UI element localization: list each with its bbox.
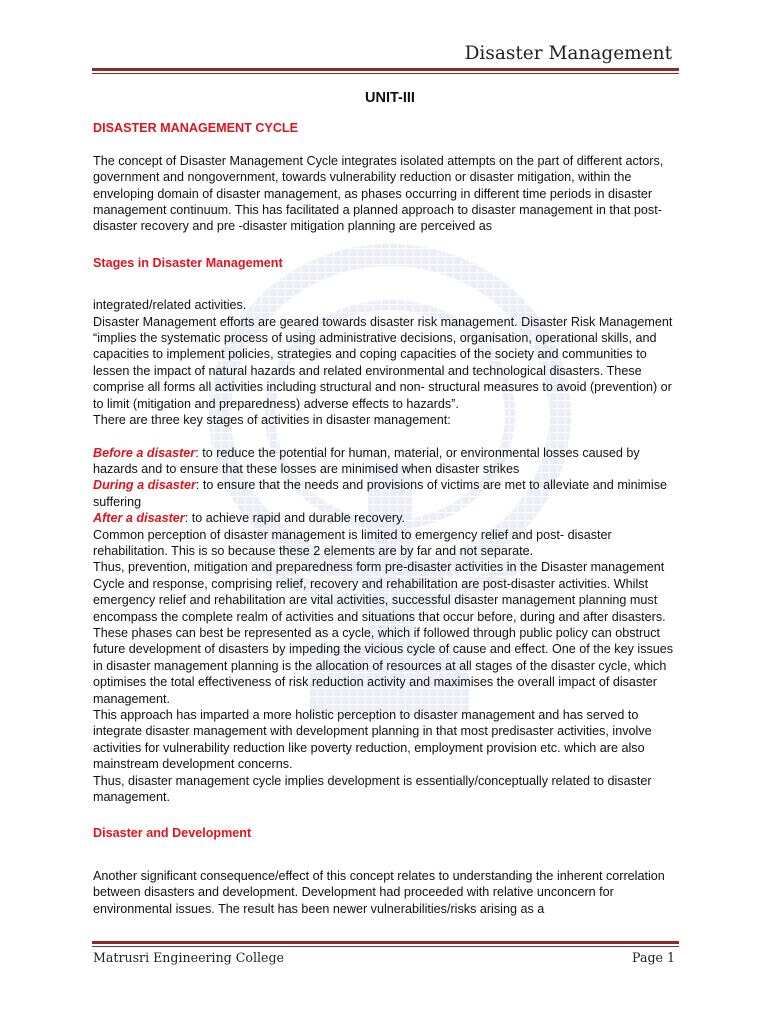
stages-line: integrated/related activities. <box>93 298 247 313</box>
section-heading-cycle: DISASTER MANAGEMENT CYCLE <box>93 121 299 136</box>
stage-during <box>93 477 683 510</box>
stage-before <box>93 445 683 478</box>
development-paragraph: Another significant consequence/effect of this concept relates to understanding the inherent correlation between disasters and development. Development had proceeded with relative unconcern for environmental issues. The result has been newer vulnerabilities/risks arising as a <box>93 868 665 916</box>
page-number: Page 1 <box>632 950 675 965</box>
running-header-title: Disaster Management <box>464 43 672 64</box>
stage-label: During a disaster <box>93 478 196 493</box>
stage-after <box>93 510 683 526</box>
section-heading-development: Disaster and Development <box>93 826 252 841</box>
stages-line: Disaster Management efforts are geared towards disaster risk management. Disaster Risk Management “implies the systematic process of using administrative decisions, organisation, operational skills, and capacities to implement policies, strategies and coping capacities of the society and communities to lessen the impact of natural hazards and related environmental and technological disasters. These comprise all forms all activities including structural and non- structural measures to avoid (prevention) or to limit (mitigation and preparedness) adverse effects to hazards”. <box>93 314 673 411</box>
stage-label: After a disaster <box>93 511 185 526</box>
stages-line: There are three key stages of activities in disaster management: <box>93 413 451 428</box>
body-paragraph: This approach has imparted a more holistic perception to disaster management and has served to integrate disaster management with development planning in that most predisaster activities, involve activities for vulnerability reduction like poverty reduction, employment provision etc. which are also mainstream development concerns. <box>93 708 652 772</box>
body-paragraph: Common perception of disaster management is limited to emergency relief and post- disaster rehabilitation. This is so because these 2 elements are by far and not separate. <box>93 527 612 558</box>
intro-paragraph: The concept of Disaster Management Cycle integrates isolated attempts on the part of different actors, government and nongovernment, towards vulnerability reduction or disaster mitigation, within the enveloping domain of disaster management, as phases occurring in different time periods in disaster management continuum. This has facilitated a planned approach to disaster management in that post- disaster recovery and pre -disaster mitigation planning are perceived as <box>93 153 664 234</box>
stage-text: : to ensure that the needs and provisions of victims are met to alleviate and minimise suffering <box>93 478 667 509</box>
unit-title: UNIT-III <box>365 90 415 106</box>
footer-rule <box>92 941 679 947</box>
stage-label: Before a disaster <box>93 445 196 460</box>
stage-text: : to achieve rapid and durable recovery. <box>184 511 405 526</box>
page-content <box>93 90 683 917</box>
header-rule <box>92 68 679 74</box>
stage-text: : to reduce the potential for human, material, or environmental losses caused by hazards and to ensure that these losses are minimised when disaster strikes <box>93 445 640 476</box>
body-paragraph: Thus, prevention, mitigation and preparedness form pre-disaster activities in the Disaster management Cycle and response, comprising relief, recovery and rehabilitation are post-disaster activities. Whilst emergency relief and rehabilitation are vital activities, successful disaster management planning must encompass the complete realm of activities and situations that occur before, during and after disasters. <box>93 560 666 624</box>
section-heading-stages: Stages in Disaster Management <box>93 255 283 270</box>
body-paragraph: These phases can best be represented as a cycle, which if followed through public policy can obstruct future development of disasters by impeding the vicious cycle of cause and effect. One of the key issues in disaster management planning is the allocation of resources at all stages of the disaster cycle, which optimises the total effectiveness of risk reduction activity and maximises the overall impact of disaster management. <box>93 625 674 706</box>
footer-institution: Matrusri Engineering College <box>93 950 284 965</box>
body-paragraph: Thus, disaster management cycle implies development is essentially/conceptually related to disaster management. <box>93 773 652 805</box>
